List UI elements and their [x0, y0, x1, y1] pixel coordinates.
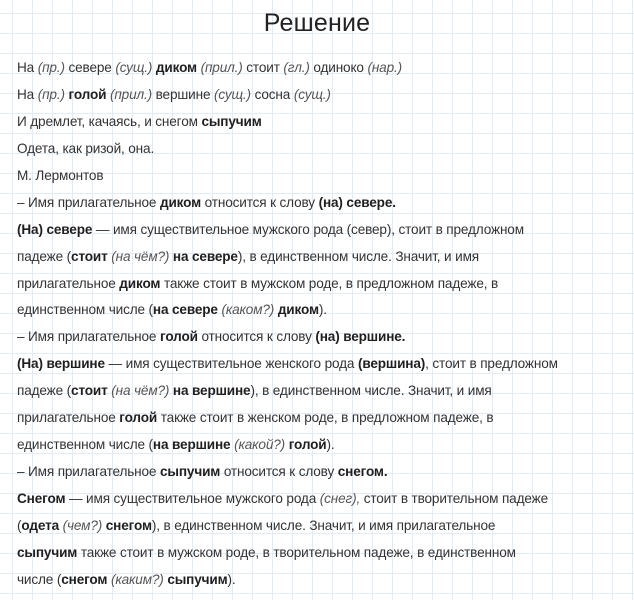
text: также стоит в мужском роде, в творительном падеже, в единственном [77, 544, 516, 560]
text: — имя существительное мужского рода (север), стоит в предложном [92, 221, 524, 237]
poem-line-2 [17, 82, 627, 109]
analysis-line [17, 351, 627, 378]
text: севере [64, 60, 116, 75]
text: числе ( [17, 571, 62, 587]
poem-line-3 [17, 109, 627, 136]
text: прилагательное [17, 275, 120, 291]
text: относится к слову [201, 194, 319, 210]
text: одиноко [309, 60, 368, 75]
highlighted-word: голой [159, 329, 198, 345]
analysis-line [17, 567, 627, 594]
analysis-heading-2 [17, 324, 627, 351]
poem-line-4 [17, 136, 627, 163]
text: стоит [242, 60, 284, 75]
analysis-heading-3 [17, 459, 627, 486]
highlighted-word: сыпучим [17, 544, 78, 560]
highlighted-word: (На) вершине [17, 356, 105, 372]
text: также стоит в женском роде, в предложном падеже, в [157, 410, 494, 426]
highlighted-word: снегом [105, 517, 152, 533]
text: , стоит в предложном [425, 356, 558, 372]
analysis-line [17, 540, 627, 567]
question-label: (каким?) [110, 571, 164, 587]
text: прилагательное [17, 410, 120, 426]
highlighted-word: на вершине [152, 437, 231, 453]
grammar-label: (гл.) [283, 60, 310, 75]
text: падеже ( [17, 383, 72, 399]
text: ), в единственном числе. Значит, и имя прилагательное [151, 517, 496, 533]
highlighted-word: диком [277, 302, 319, 318]
highlighted-word: сыпучим [159, 464, 221, 480]
text: На [17, 86, 38, 102]
solution-text [17, 55, 627, 594]
highlighted-word: голой [288, 437, 327, 453]
grammar-label: (прил.) [200, 60, 243, 75]
text: – Имя прилагательное [17, 194, 160, 210]
highlighted-word: Снегом [17, 491, 66, 506]
highlighted-word: диком [155, 60, 197, 75]
analysis-line [17, 432, 627, 459]
page-title: Решение [263, 9, 371, 37]
analysis-line [17, 513, 627, 540]
text: ), в единственном числе. Значит, и имя [237, 248, 479, 264]
highlighted-word: стоит [71, 248, 108, 264]
text: И дремлет, качаясь, и снегом [17, 113, 202, 129]
text: — имя существительное женского рода [104, 356, 358, 372]
highlighted-word: на вершине [172, 383, 251, 399]
text: ). [227, 571, 236, 587]
grammar-label: (пр.) [37, 60, 65, 75]
text: – Имя прилагательное [17, 329, 160, 345]
poem-line-1 [17, 55, 627, 82]
grammar-label: (пр.) [37, 86, 65, 102]
question-label: (каком?) [221, 302, 275, 318]
analysis-heading-1 [17, 190, 627, 217]
analysis-line [17, 378, 627, 405]
text: Одета, как ризой, она. [17, 140, 155, 156]
analysis-line [17, 271, 627, 298]
text: — имя существительное мужского рода [65, 491, 320, 506]
text: На [17, 60, 38, 75]
analysis-line [17, 486, 627, 513]
highlighted-word: снегом. [337, 464, 388, 480]
poem-author [17, 163, 627, 190]
highlighted-word: диком [159, 194, 202, 210]
highlighted-word: голой [119, 410, 158, 426]
text: вершине [152, 86, 214, 102]
text: сосна [250, 86, 294, 102]
text: ( [17, 517, 22, 533]
highlighted-word: диком [119, 275, 161, 291]
text: ). [326, 437, 335, 453]
question-label: (на чём?) [111, 383, 170, 399]
highlighted-word: одета [21, 517, 59, 533]
text: ), в единственном числе. Значит, и имя [250, 383, 492, 399]
highlighted-word: на севере [152, 302, 218, 318]
grammar-label: (прил.) [109, 86, 153, 102]
highlighted-word: снегом [61, 571, 108, 587]
text: относится к слову [197, 329, 316, 345]
highlighted-word: стоит [71, 383, 108, 399]
text: ). [318, 302, 327, 318]
grammar-label: (нар.) [367, 60, 402, 75]
highlighted-word: голой [68, 86, 107, 102]
highlighted-word: (На) севере [17, 221, 93, 237]
highlighted-word: (вершина) [357, 356, 426, 372]
highlighted-word: (на) вершине. [315, 329, 406, 345]
analysis-line [17, 244, 627, 271]
grammar-label: (сущ.) [293, 86, 331, 102]
highlighted-word: сыпучим [201, 113, 262, 129]
question-label: (какой?) [234, 437, 286, 453]
text: единственном числе ( [17, 302, 153, 318]
text: – Имя прилагательное [17, 464, 160, 480]
text: М. Лермонтов [17, 167, 104, 183]
grammar-label: (сущ.) [115, 60, 153, 75]
text: также стоит в мужском роде, в предложном падеже, в [160, 275, 499, 291]
question-label: (чем?) [62, 517, 103, 533]
text: стоит в творительном падеже [360, 491, 548, 506]
text: падеже ( [17, 248, 72, 264]
text: единственном числе ( [17, 437, 153, 453]
analysis-line [17, 297, 627, 324]
grammar-label: (снег), [319, 491, 361, 506]
highlighted-word: на севере [172, 248, 238, 264]
text: относится к слову [220, 464, 338, 480]
analysis-line [17, 217, 627, 244]
grammar-label: (сущ.) [213, 86, 251, 102]
analysis-line [17, 405, 627, 432]
highlighted-word: (на) севере. [318, 194, 396, 210]
highlighted-word: сыпучим [167, 571, 228, 587]
question-label: (на чём?) [111, 248, 170, 264]
